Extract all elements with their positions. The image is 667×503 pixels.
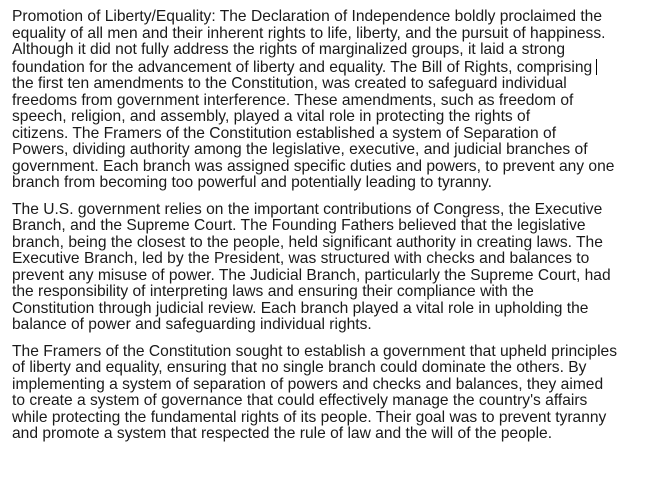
text-line: branch from becoming too powerful and potentially leading to tyranny. — [12, 174, 492, 191]
text-line: prevent any misuse of power. The Judicial Branch, particularly the Supreme Court, had — [12, 266, 611, 284]
text-line: implementing a system of separation of powers and checks and balances, they aimed — [12, 375, 604, 393]
document-body[interactable] — [12, 9, 652, 453]
text-line: Constitution through judicial review. Each branch played a vital role in upholding the — [12, 299, 589, 317]
paragraph-framers-goals — [12, 344, 652, 443]
text-line: the first ten amendments to the Constitution, was created to safeguard individual — [12, 75, 567, 92]
text-line-with-caret — [12, 59, 652, 77]
text-line: balance of power and safeguarding individual rights. — [12, 316, 372, 333]
text-line: The U.S. government relies on the important contributions of Congress, the Executive — [12, 200, 603, 218]
text-line: of liberty and equality, ensuring that no single branch could dominate the others. By — [12, 359, 587, 376]
text-line: Powers, dividing authority among the legislative, executive, and judicial branches of — [12, 141, 588, 158]
text-line: to create a system of governance that could effectively manage the country's affairs — [12, 392, 588, 409]
text-line: branch, being the closest to the people, held significant authority in creating laws. The — [12, 233, 603, 251]
paragraph-government-branches — [12, 202, 652, 334]
text-line: government. Each branch was assigned specific duties and powers, to prevent any one — [12, 157, 615, 175]
text-line: the responsibility of interpreting laws and ensuring their compliance with the — [12, 283, 534, 300]
text-line: freedoms from government interference. These amendments, such as freedom of — [12, 91, 574, 109]
text-line: speech, religion, and assembly, played a vital role in protecting the rights of — [12, 108, 531, 125]
text-line: and promote a system that respected the rule of law and the will of the people. — [12, 425, 553, 442]
text-line: while protecting the fundamental rights of its people. Their goal was to prevent tyranny — [12, 408, 607, 426]
paragraph-liberty-equality — [12, 9, 652, 192]
text-line: citizens. The Framers of the Constitution established a system of Separation of — [12, 124, 557, 142]
text-line: Although it did not fully address the rights of marginalized groups, it laid a strong — [12, 41, 566, 58]
text-line: Executive Branch, led by the President, was structured with checks and balances to — [12, 250, 590, 267]
text-line: equality of all men and their inherent rights to life, liberty, and the pursuit of happiness. — [12, 24, 606, 42]
text-line: foundation for the advancement of liberty and equality. The Bill of Rights, comprising — [12, 58, 593, 76]
text-line: Promotion of Liberty/Equality: The Declaration of Independence boldly proclaimed the — [12, 8, 603, 25]
text-line: Branch, and the Supreme Court. The Founding Fathers believed that the legislative — [12, 217, 586, 234]
text-line: The Framers of the Constitution sought to establish a government that upheld principles — [12, 342, 618, 360]
text-cursor — [596, 59, 597, 75]
